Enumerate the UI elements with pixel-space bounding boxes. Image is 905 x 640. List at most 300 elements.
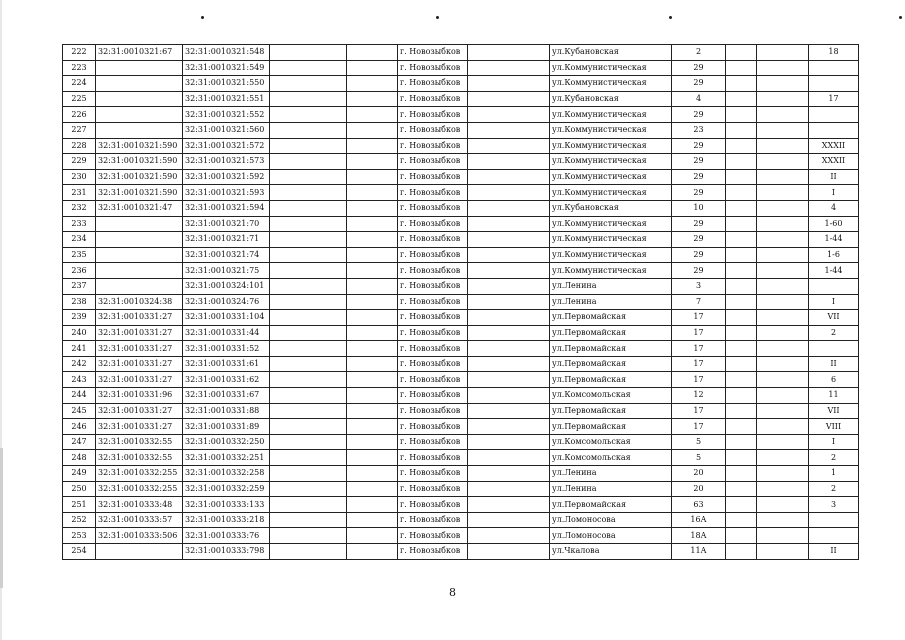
table-row — [63, 434, 859, 450]
table-row — [63, 185, 859, 201]
empty-cell — [468, 481, 550, 497]
empty-cell — [468, 76, 550, 92]
parent-cadastral-cell: 32:31:0010331:96 — [96, 388, 183, 404]
cadastral-number-cell: 32:31:0010321:70 — [183, 216, 270, 232]
parent-cadastral-cell — [96, 91, 183, 107]
table-row — [63, 388, 859, 404]
parent-cadastral-cell: 32:31:0010331:27 — [96, 325, 183, 341]
empty-cell — [468, 60, 550, 76]
empty-cell — [757, 356, 809, 372]
empty-cell — [757, 372, 809, 388]
row-number-cell: 251 — [63, 497, 96, 513]
empty-cell — [468, 528, 550, 544]
house-number-cell: 3 — [672, 278, 726, 294]
empty-cell — [468, 263, 550, 279]
street-cell: ул.Кубановская — [550, 200, 672, 216]
parent-cadastral-cell — [96, 544, 183, 560]
parent-cadastral-cell: 32:31:0010332:55 — [96, 450, 183, 466]
apartment-cell — [809, 60, 859, 76]
empty-cell — [726, 528, 757, 544]
empty-cell — [270, 200, 347, 216]
street-cell: ул.Коммунистическая — [550, 154, 672, 170]
table-row — [63, 481, 859, 497]
city-cell: г. Новозыбков — [398, 310, 468, 326]
empty-cell — [468, 138, 550, 154]
empty-cell — [270, 512, 347, 528]
empty-cell — [757, 185, 809, 201]
apartment-cell: 1-44 — [809, 263, 859, 279]
table-row — [63, 216, 859, 232]
empty-cell — [726, 341, 757, 357]
apartment-cell: VIII — [809, 419, 859, 435]
empty-cell — [347, 185, 398, 201]
empty-cell — [270, 138, 347, 154]
house-number-cell: 17 — [672, 372, 726, 388]
empty-cell — [726, 403, 757, 419]
empty-cell — [270, 60, 347, 76]
empty-cell — [347, 263, 398, 279]
empty-cell — [270, 528, 347, 544]
empty-cell — [270, 356, 347, 372]
parent-cadastral-cell — [96, 263, 183, 279]
empty-cell — [347, 169, 398, 185]
apartment-cell: I — [809, 294, 859, 310]
row-number-cell: 250 — [63, 481, 96, 497]
empty-cell — [347, 216, 398, 232]
city-cell: г. Новозыбков — [398, 512, 468, 528]
city-cell: г. Новозыбков — [398, 528, 468, 544]
empty-cell — [347, 107, 398, 123]
empty-cell — [468, 154, 550, 170]
row-number-cell: 235 — [63, 247, 96, 263]
empty-cell — [726, 232, 757, 248]
empty-cell — [468, 450, 550, 466]
empty-cell — [270, 122, 347, 138]
city-cell: г. Новозыбков — [398, 388, 468, 404]
empty-cell — [270, 232, 347, 248]
city-cell: г. Новозыбков — [398, 232, 468, 248]
empty-cell — [270, 76, 347, 92]
house-number-cell: 29 — [672, 263, 726, 279]
empty-cell — [270, 481, 347, 497]
row-number-cell: 234 — [63, 232, 96, 248]
empty-cell — [270, 45, 347, 61]
empty-cell — [757, 200, 809, 216]
cadastral-number-cell: 32:31:0010321:560 — [183, 122, 270, 138]
street-cell: ул.Первомайская — [550, 341, 672, 357]
street-cell: ул.Коммунистическая — [550, 138, 672, 154]
house-number-cell: 17 — [672, 325, 726, 341]
row-number-cell: 245 — [63, 403, 96, 419]
empty-cell — [726, 185, 757, 201]
street-cell: ул.Первомайская — [550, 325, 672, 341]
empty-cell — [347, 497, 398, 513]
empty-cell — [270, 169, 347, 185]
empty-cell — [726, 278, 757, 294]
city-cell: г. Новозыбков — [398, 356, 468, 372]
apartment-cell: 1-6 — [809, 247, 859, 263]
empty-cell — [726, 154, 757, 170]
city-cell: г. Новозыбков — [398, 76, 468, 92]
scan-dots — [0, 12, 905, 22]
empty-cell — [270, 154, 347, 170]
empty-cell — [726, 263, 757, 279]
empty-cell — [726, 512, 757, 528]
empty-cell — [468, 434, 550, 450]
cadastral-number-cell: 32:31:0010331:44 — [183, 325, 270, 341]
empty-cell — [757, 466, 809, 482]
house-number-cell: 29 — [672, 232, 726, 248]
house-number-cell: 10 — [672, 200, 726, 216]
city-cell: г. Новозыбков — [398, 45, 468, 61]
table-row — [63, 60, 859, 76]
parent-cadastral-cell: 32:31:0010321:590 — [96, 154, 183, 170]
house-number-cell: 29 — [672, 216, 726, 232]
cadastral-number-cell: 32:31:0010331:89 — [183, 419, 270, 435]
row-number-cell: 253 — [63, 528, 96, 544]
street-cell: ул.Ленина — [550, 278, 672, 294]
empty-cell — [468, 232, 550, 248]
house-number-cell: 11А — [672, 544, 726, 560]
empty-cell — [757, 60, 809, 76]
empty-cell — [468, 310, 550, 326]
house-number-cell: 29 — [672, 138, 726, 154]
table-row — [63, 528, 859, 544]
city-cell: г. Новозыбков — [398, 294, 468, 310]
cadastral-number-cell: 32:31:0010331:62 — [183, 372, 270, 388]
empty-cell — [270, 372, 347, 388]
empty-cell — [347, 434, 398, 450]
empty-cell — [757, 216, 809, 232]
cadastral-number-cell: 32:31:0010331:67 — [183, 388, 270, 404]
house-number-cell: 17 — [672, 419, 726, 435]
empty-cell — [726, 60, 757, 76]
street-cell: ул.Комсомольская — [550, 388, 672, 404]
street-cell: ул.Коммунистическая — [550, 247, 672, 263]
empty-cell — [757, 388, 809, 404]
cadastral-number-cell: 32:31:0010331:52 — [183, 341, 270, 357]
empty-cell — [468, 294, 550, 310]
row-number-cell: 238 — [63, 294, 96, 310]
cadastral-number-cell: 32:31:0010331:88 — [183, 403, 270, 419]
street-cell: ул.Коммунистическая — [550, 60, 672, 76]
empty-cell — [468, 185, 550, 201]
empty-cell — [726, 200, 757, 216]
empty-cell — [270, 544, 347, 560]
cadastral-number-cell: 32:31:0010331:61 — [183, 356, 270, 372]
apartment-cell: VII — [809, 403, 859, 419]
city-cell: г. Новозыбков — [398, 497, 468, 513]
parent-cadastral-cell: 32:31:0010331:27 — [96, 356, 183, 372]
empty-cell — [468, 466, 550, 482]
empty-cell — [347, 512, 398, 528]
apartment-cell: 2 — [809, 325, 859, 341]
apartment-cell: 1-44 — [809, 232, 859, 248]
apartment-cell: XXXII — [809, 154, 859, 170]
house-number-cell: 23 — [672, 122, 726, 138]
empty-cell — [726, 122, 757, 138]
street-cell: ул.Коммунистическая — [550, 76, 672, 92]
empty-cell — [726, 466, 757, 482]
row-number-cell: 229 — [63, 154, 96, 170]
empty-cell — [726, 325, 757, 341]
empty-cell — [347, 232, 398, 248]
row-number-cell: 246 — [63, 419, 96, 435]
apartment-cell: II — [809, 356, 859, 372]
street-cell: ул.Коммунистическая — [550, 169, 672, 185]
table-row — [63, 372, 859, 388]
empty-cell — [757, 403, 809, 419]
empty-cell — [726, 419, 757, 435]
table-row — [63, 76, 859, 92]
empty-cell — [347, 356, 398, 372]
house-number-cell: 17 — [672, 356, 726, 372]
parent-cadastral-cell: 32:31:0010331:27 — [96, 372, 183, 388]
empty-cell — [270, 403, 347, 419]
cadastral-number-cell: 32:31:0010321:549 — [183, 60, 270, 76]
cadastral-number-cell: 32:31:0010321:548 — [183, 45, 270, 61]
city-cell: г. Новозыбков — [398, 91, 468, 107]
house-number-cell: 17 — [672, 403, 726, 419]
house-number-cell: 17 — [672, 341, 726, 357]
parent-cadastral-cell — [96, 216, 183, 232]
city-cell: г. Новозыбков — [398, 138, 468, 154]
empty-cell — [468, 247, 550, 263]
empty-cell — [270, 185, 347, 201]
empty-cell — [468, 512, 550, 528]
apartment-cell: 3 — [809, 497, 859, 513]
apartment-cell — [809, 528, 859, 544]
table-row — [63, 138, 859, 154]
empty-cell — [468, 341, 550, 357]
parent-cadastral-cell: 32:31:0010332:255 — [96, 466, 183, 482]
table-row — [63, 497, 859, 513]
empty-cell — [757, 122, 809, 138]
street-cell: ул.Ломоносова — [550, 528, 672, 544]
cadastral-number-cell: 32:31:0010332:258 — [183, 466, 270, 482]
parent-cadastral-cell — [96, 278, 183, 294]
empty-cell — [726, 138, 757, 154]
row-number-cell: 232 — [63, 200, 96, 216]
empty-cell — [270, 497, 347, 513]
empty-cell — [347, 325, 398, 341]
empty-cell — [726, 372, 757, 388]
table-row — [63, 544, 859, 560]
city-cell: г. Новозыбков — [398, 341, 468, 357]
table-row — [63, 341, 859, 357]
empty-cell — [270, 419, 347, 435]
empty-cell — [347, 450, 398, 466]
city-cell: г. Новозыбков — [398, 419, 468, 435]
street-cell: ул.Коммунистическая — [550, 122, 672, 138]
table-row — [63, 278, 859, 294]
page-binding-mark — [0, 448, 3, 588]
empty-cell — [757, 169, 809, 185]
city-cell: г. Новозыбков — [398, 263, 468, 279]
parent-cadastral-cell — [96, 122, 183, 138]
empty-cell — [757, 434, 809, 450]
empty-cell — [468, 122, 550, 138]
empty-cell — [757, 76, 809, 92]
apartment-cell: 11 — [809, 388, 859, 404]
street-cell: ул.Чкалова — [550, 544, 672, 560]
parent-cadastral-cell: 32:31:0010321:590 — [96, 138, 183, 154]
empty-cell — [270, 434, 347, 450]
empty-cell — [726, 434, 757, 450]
row-number-cell: 244 — [63, 388, 96, 404]
cadastral-number-cell: 32:31:0010333:798 — [183, 544, 270, 560]
street-cell: ул.Кубановская — [550, 45, 672, 61]
empty-cell — [726, 91, 757, 107]
row-number-cell: 236 — [63, 263, 96, 279]
cadastral-number-cell: 32:31:0010332:250 — [183, 434, 270, 450]
apartment-cell: II — [809, 544, 859, 560]
parent-cadastral-cell: 32:31:0010332:255 — [96, 481, 183, 497]
apartment-cell: 17 — [809, 91, 859, 107]
apartment-cell — [809, 341, 859, 357]
parent-cadastral-cell — [96, 232, 183, 248]
street-cell: ул.Первомайская — [550, 419, 672, 435]
parent-cadastral-cell — [96, 76, 183, 92]
row-number-cell: 241 — [63, 341, 96, 357]
row-number-cell: 224 — [63, 76, 96, 92]
house-number-cell: 29 — [672, 60, 726, 76]
row-number-cell: 233 — [63, 216, 96, 232]
apartment-cell — [809, 76, 859, 92]
cadastral-number-cell: 32:31:0010321:75 — [183, 263, 270, 279]
street-cell: ул.Коммунистическая — [550, 107, 672, 123]
table-row — [63, 512, 859, 528]
empty-cell — [347, 310, 398, 326]
empty-cell — [468, 419, 550, 435]
apartment-cell: 4 — [809, 200, 859, 216]
city-cell: г. Новозыбков — [398, 122, 468, 138]
row-number-cell: 228 — [63, 138, 96, 154]
street-cell: ул.Коммунистическая — [550, 216, 672, 232]
empty-cell — [347, 200, 398, 216]
empty-cell — [757, 497, 809, 513]
row-number-cell: 222 — [63, 45, 96, 61]
city-cell: г. Новозыбков — [398, 107, 468, 123]
empty-cell — [757, 45, 809, 61]
house-number-cell: 5 — [672, 450, 726, 466]
house-number-cell: 29 — [672, 107, 726, 123]
empty-cell — [270, 278, 347, 294]
empty-cell — [726, 45, 757, 61]
table-row — [63, 232, 859, 248]
row-number-cell: 239 — [63, 310, 96, 326]
parent-cadastral-cell: 32:31:0010333:57 — [96, 512, 183, 528]
city-cell: г. Новозыбков — [398, 278, 468, 294]
row-number-cell: 252 — [63, 512, 96, 528]
row-number-cell: 223 — [63, 60, 96, 76]
apartment-cell: II — [809, 169, 859, 185]
empty-cell — [347, 45, 398, 61]
empty-cell — [347, 341, 398, 357]
apartment-cell: 1-60 — [809, 216, 859, 232]
apartment-cell: 1 — [809, 466, 859, 482]
apartment-cell — [809, 122, 859, 138]
parent-cadastral-cell: 32:31:0010331:27 — [96, 403, 183, 419]
street-cell: ул.Ленина — [550, 481, 672, 497]
empty-cell — [726, 310, 757, 326]
empty-cell — [468, 91, 550, 107]
empty-cell — [347, 60, 398, 76]
cadastral-number-cell: 32:31:0010321:552 — [183, 107, 270, 123]
empty-cell — [757, 419, 809, 435]
empty-cell — [468, 372, 550, 388]
house-number-cell: 20 — [672, 466, 726, 482]
cadastral-number-cell: 32:31:0010333:76 — [183, 528, 270, 544]
table-row — [63, 107, 859, 123]
apartment-cell: 2 — [809, 481, 859, 497]
house-number-cell: 16А — [672, 512, 726, 528]
city-cell: г. Новозыбков — [398, 154, 468, 170]
empty-cell — [347, 481, 398, 497]
empty-cell — [347, 91, 398, 107]
empty-cell — [726, 544, 757, 560]
row-number-cell: 230 — [63, 169, 96, 185]
empty-cell — [757, 544, 809, 560]
house-number-cell: 29 — [672, 169, 726, 185]
parent-cadastral-cell: 32:31:0010332:55 — [96, 434, 183, 450]
house-number-cell: 18А — [672, 528, 726, 544]
street-cell: ул.Ленина — [550, 466, 672, 482]
empty-cell — [270, 310, 347, 326]
row-number-cell: 247 — [63, 434, 96, 450]
empty-cell — [270, 107, 347, 123]
empty-cell — [347, 466, 398, 482]
table-row — [63, 122, 859, 138]
house-number-cell: 29 — [672, 247, 726, 263]
street-cell: ул.Первомайская — [550, 497, 672, 513]
street-cell: ул.Коммунистическая — [550, 263, 672, 279]
city-cell: г. Новозыбков — [398, 434, 468, 450]
table-row — [63, 200, 859, 216]
cadastral-number-cell: 32:31:0010321:74 — [183, 247, 270, 263]
table-row — [63, 294, 859, 310]
row-number-cell: 249 — [63, 466, 96, 482]
empty-cell — [757, 138, 809, 154]
cadastral-number-cell: 32:31:0010321:550 — [183, 76, 270, 92]
empty-cell — [757, 512, 809, 528]
empty-cell — [757, 91, 809, 107]
house-number-cell: 17 — [672, 310, 726, 326]
table-row — [63, 169, 859, 185]
table-row — [63, 247, 859, 263]
empty-cell — [757, 294, 809, 310]
parent-cadastral-cell: 32:31:0010331:27 — [96, 419, 183, 435]
parent-cadastral-cell: 32:31:0010321:590 — [96, 185, 183, 201]
empty-cell — [347, 76, 398, 92]
parent-cadastral-cell — [96, 107, 183, 123]
city-cell: г. Новозыбков — [398, 200, 468, 216]
parent-cadastral-cell — [96, 247, 183, 263]
apartment-cell: I — [809, 185, 859, 201]
row-number-cell: 231 — [63, 185, 96, 201]
empty-cell — [347, 278, 398, 294]
empty-cell — [757, 341, 809, 357]
empty-cell — [726, 294, 757, 310]
empty-cell — [270, 216, 347, 232]
empty-cell — [468, 216, 550, 232]
empty-cell — [468, 388, 550, 404]
parent-cadastral-cell: 32:31:0010321:67 — [96, 45, 183, 61]
empty-cell — [468, 107, 550, 123]
table-row — [63, 154, 859, 170]
house-number-cell: 7 — [672, 294, 726, 310]
empty-cell — [270, 294, 347, 310]
